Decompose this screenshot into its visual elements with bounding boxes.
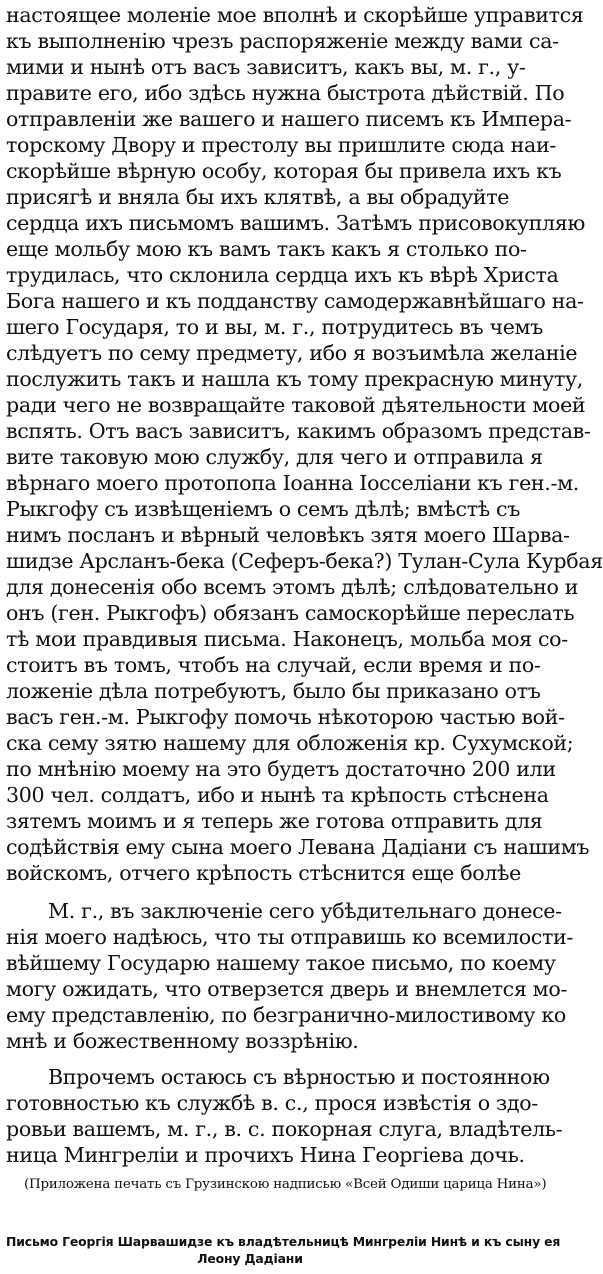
body-line: вѣрнаго моего протопопа Іоанна Іосселіани къ ген.-м. xyxy=(6,471,579,495)
body-line: зятемъ моимъ и я теперь же готова отправить для xyxy=(6,809,543,833)
letter-heading: Письмо Георгія Шарвашидзе къ владѣтельницѣ Мингреліи Нинѣ и къ сыну ея xyxy=(6,1234,561,1249)
body-line: послужить такъ и нашла къ тому прекрасную минуту, xyxy=(6,367,583,391)
body-line: содѣйствія ему сына моего Левана Дадіани съ нашимъ xyxy=(6,835,590,859)
seal-note: (Приложена печать съ Грузинскою надписью «Всей Одиши царица Нина») xyxy=(24,1177,547,1192)
body-line: для донесенія обо всемъ этомъ дѣлѣ; слѣдовательно и xyxy=(6,575,579,599)
body-line: нимъ посланъ и вѣрный человѣкъ зятя моего Шарва- xyxy=(6,523,570,547)
body-line: скорѣйше вѣрную особу, которая бы привела ихъ къ xyxy=(6,159,562,183)
body-line: шего Государя, то и вы, м. г., потрудитесь въ чемъ xyxy=(6,315,543,339)
paragraph-line: вѣйшему Государю нашему такое письмо, по коему xyxy=(6,951,556,975)
body-line: мими и нынѣ отъ васъ зависитъ, какъ вы, м. г., у- xyxy=(6,55,526,79)
closing-line: Впрочемъ остаюсь съ вѣрностью и постоянною xyxy=(48,1065,550,1089)
body-line: войскомъ, отчего крѣпость стѣснится еще болѣе xyxy=(6,861,521,885)
body-line: онъ (ген. Рыкгофъ) обязанъ самоскорѣйше переслать xyxy=(6,601,575,625)
paragraph-line: ему представленію, по безгранично-милостивому ко xyxy=(6,1003,566,1027)
body-line: 300 чел. солдатъ, ибо и нынѣ та крѣпость стѣснена xyxy=(6,783,549,807)
body-line: стоитъ въ томъ, чтобъ на случай, если время и по- xyxy=(6,653,541,677)
body-line: трудилась, что склонила сердца ихъ къ вѣрѣ Христа xyxy=(6,263,559,287)
paragraph-line: нія моего надѣюсь, что ты отправишь ко всемилости- xyxy=(6,925,574,949)
letter-heading: Леону Дадіани xyxy=(197,1251,303,1266)
body-line: Рыкгофу съ извѣщеніемъ о семъ дѣлѣ; вмѣстѣ съ xyxy=(6,497,520,521)
body-line: вспять. Отъ васъ зависитъ, какимъ образомъ представ- xyxy=(6,419,591,443)
body-line: слѣдуетъ по сему предмету, ибо я возъимѣла желаніе xyxy=(6,341,578,365)
body-line: шидзе Арсланъ-бека (Сеферъ-бека?) Тулан-Сула Курбая xyxy=(6,549,603,573)
body-line: ради чего не возвращайте таковой дѣятельности моей xyxy=(6,393,586,417)
body-line: присягѣ и вняла бы ихъ клятвѣ, а вы обрадуйте xyxy=(6,185,510,209)
body-line: ложеніе дѣла потребуютъ, было бы приказано отъ xyxy=(6,679,541,703)
body-line: правите его, ибо здѣсь нужна быстрота дѣйствій. По xyxy=(6,81,565,105)
body-line: отправленіи же вашего и нашего писемъ къ Импера- xyxy=(6,107,572,131)
paragraph-line: мнѣ и божественному воззрѣнію. xyxy=(6,1029,359,1053)
body-line: вите таковую мою службу, для чего и отправила я xyxy=(6,445,543,469)
closing-line: готовностью къ службѣ в. с., прося извѣстія о здо- xyxy=(6,1091,538,1115)
body-line: сердца ихъ письмомъ вашимъ. Затѣмъ присовокупляю xyxy=(6,211,585,235)
body-line: къ выполненію чрезъ распоряженіе между вами са- xyxy=(6,29,559,53)
paragraph-line: могу ожидать, что отверзется дверь и внемлется мо- xyxy=(6,977,567,1001)
paragraph-line: М. г., въ заключеніе сего убѣдительнаго донесе- xyxy=(48,899,562,923)
body-line: настоящее моленіе мое вполнѣ и скорѣйше управится xyxy=(6,3,584,27)
body-line: ска сему зятю нашему для обложенія кр. Сухумской; xyxy=(6,731,574,755)
body-line: Бога нашего и къ подданству самодержавнѣйшаго на- xyxy=(6,289,584,313)
body-line: тѣ мои правдивыя письма. Наконецъ, мольба моя со- xyxy=(6,627,568,651)
body-line: торскому Двору и престолу вы пришлите сюда наи- xyxy=(6,133,556,157)
closing-line: ровьи вашемъ, м. г., в. с. покорная слуга, владѣтель- xyxy=(6,1117,563,1141)
body-line: васъ ген.-м. Рыкгофу помочь нѣкоторою частью вой- xyxy=(6,705,565,729)
closing-line: ница Мингреліи и прочихъ Нина Георгіева дочь. xyxy=(6,1143,525,1167)
body-line: еще мольбу мою къ вамъ такъ какъ я столько по- xyxy=(6,237,527,261)
body-line: по мнѣнію моему на это будетъ достаточно 200 или xyxy=(6,757,556,781)
